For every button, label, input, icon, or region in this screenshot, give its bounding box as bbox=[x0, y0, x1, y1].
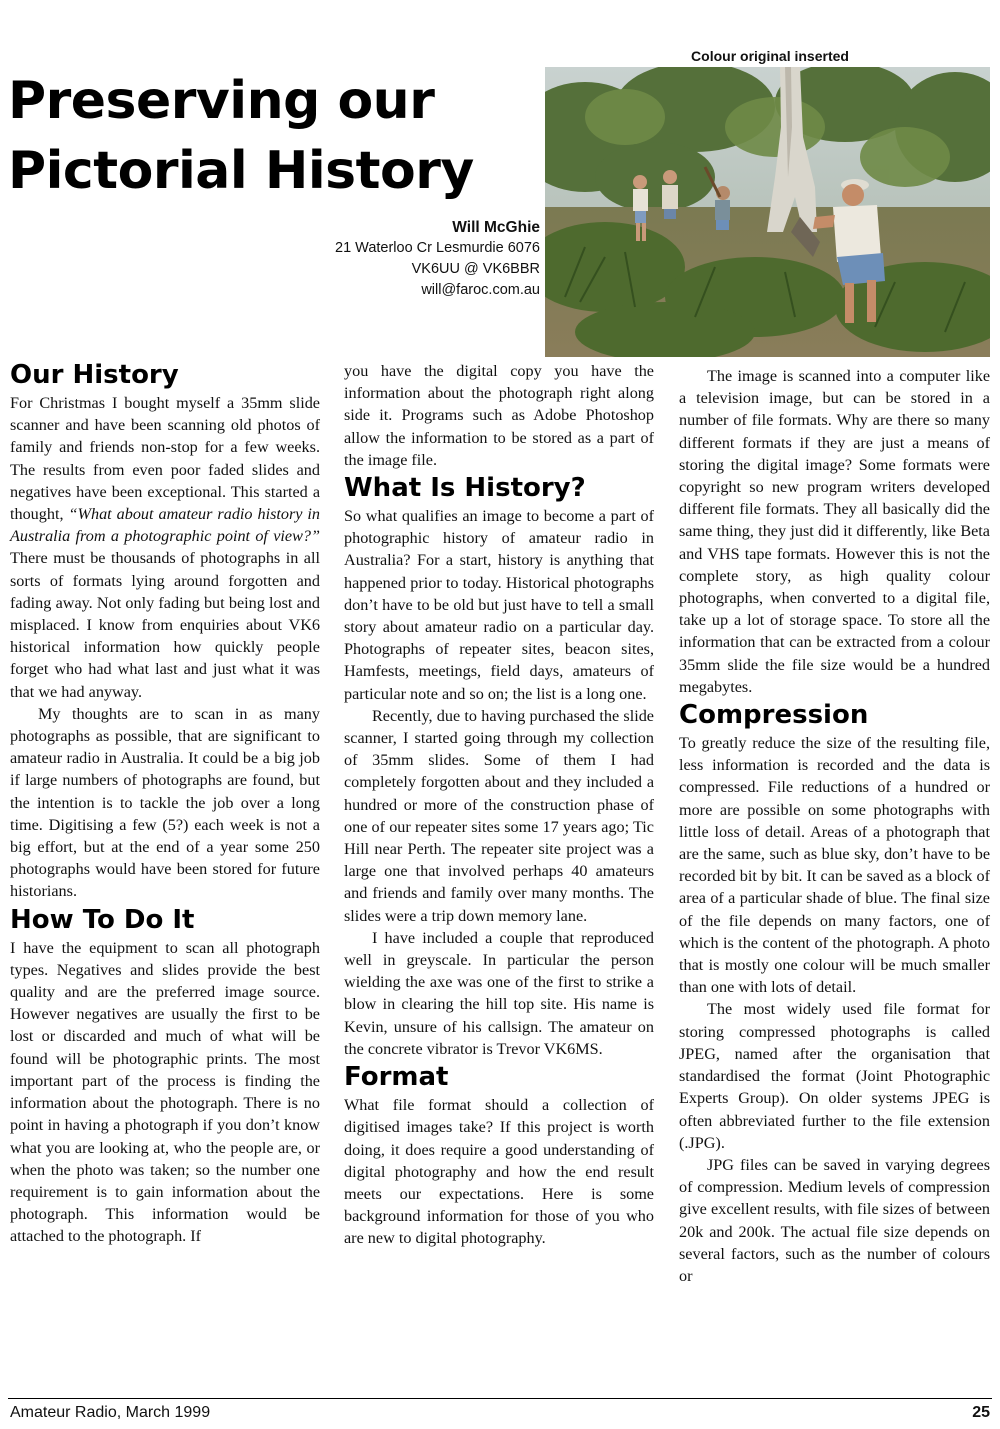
author-email: will@faroc.com.au bbox=[421, 282, 540, 298]
author-callsign: VK6UU @ VK6BBR bbox=[411, 261, 540, 277]
paragraph: you have the digital copy you have the information about the photograph right along side it. Programs such as Adobe Photoshop allow the information to be stored as a part of the image file. bbox=[344, 362, 654, 469]
paragraph: My thoughts are to scan in as many photographs as possible, that are significant to amateur radio in Australia. It could be a big job if large numbers of photographs are found, but the intention is to tackle the job over a long time. Digitising a few (5?) each week is not a big effort, but at the end of a year some 250 photographs would have been stored for future historians. bbox=[10, 704, 320, 901]
paragraph: Recently, due to having purchased the slide scanner, I started going through my collection of 35mm slides. Some of them I had completely forgotten about and they included a hundred or more of the construction phase of one of our repeater sites some 17 years ago; Tic Hill near Perth. The repeater site project was a large one that involved perhaps 40 amateurs and friends and family over many months. The slides were a trip down memory lane. bbox=[344, 706, 654, 925]
column-3 bbox=[679, 365, 990, 1287]
paragraph: What file format should a collection of digitised images take? If this project is worth doing, it does require a good understanding of digital photography and how the end result meets our expectations. Here is some background information for those of you who are new to digital photography. bbox=[344, 1096, 654, 1248]
paragraph: I have included a couple that reproduced well in greyscale. In particular the person wielding the axe was one of the first to strike a blow in clearing the hill top site. His name is Kevin, unsure of his callsign. The amateur on the concrete vibrator is Trevor VK6MS. bbox=[344, 928, 654, 1058]
column-1 bbox=[10, 360, 320, 1248]
publication-footer: Amateur Radio, March 1999 bbox=[10, 1404, 211, 1421]
column-2 bbox=[344, 360, 654, 1250]
author-name: Will McGhie bbox=[452, 219, 540, 236]
author-block bbox=[200, 217, 540, 301]
title-line-1: Preserving our bbox=[8, 71, 435, 131]
heading-our-history: Our History bbox=[10, 360, 179, 390]
page-number: 25 bbox=[972, 1404, 990, 1421]
footer-rule bbox=[8, 1398, 992, 1399]
article-title bbox=[8, 66, 528, 206]
paragraph: So what qualifies an image to become a part of photographic history of amateur radio in Australia? For a start, history is anything that happened prior to today. Historical photographs don’t have to be old but just have to tell a small story about amateur radio on a particular day. Photographs of repeater sites, beacon sites, Hamfests, meetings, field days, amateurs of particular note and so on; the list is a long one. bbox=[344, 507, 654, 703]
paragraph: The image is scanned into a computer like a television image, but can be stored in a number of file formats. Why are there so many different formats if they are just a means of storing the digital image? Some formats were copyright so new program writers developed different file formats. They all basically did the same thing, they just did it differently, like Beta and VHS tape formats. However this is not the complete story, as high quality colour photographs, when converted to a digital file, take up a lot of storage space. To store all the information that can be extracted from a colour 35mm slide the file size would be a hundred megabytes. bbox=[679, 367, 990, 696]
paragraph: The most widely used file format for storing compressed photographs is called JPEG, named after the organisation that standardised the format (Joint Photographic Experts Group). On older systems JPEG is often abbreviated further to the file extension (.JPG). bbox=[679, 1000, 990, 1152]
paragraph: JPG files can be saved in varying degrees of compression. Medium levels of compression give excellent results, with file sizes of between 20k and 200k. The actual file size depends on several factors, such as the number of colours or bbox=[679, 1155, 990, 1285]
heading-how-to-do-it: How To Do It bbox=[10, 904, 195, 935]
heading-format: Format bbox=[344, 1062, 449, 1093]
title-line-2: Pictorial History bbox=[8, 141, 474, 201]
quoted-question: “What about amateur radio history in Australia from a photographic point of view?” bbox=[10, 505, 321, 546]
paragraph: I have the equipment to scan all photograph types. Negatives and slides provide the best quality and are the preferred image source. However negatives are usually the first to be lost or discarded and much of what will be found will be photographic prints. The most important part of the process is finding the information about the photograph. There is no point in having a photograph if you don’t know what you are looking at, who the people are, or when the photo was taken; so the number one requirement is to gain information about the photograph. This information would be attached to the photograph. If bbox=[10, 938, 320, 1246]
paragraph-text: There must be thousands of photographs in all sorts of formats lying around forgotten and fading away. Not only fading but being lost and misplaced. I know from enquiries about VK6 historical information how quickly people forget who had what last and just what it was that we had anyway. bbox=[10, 549, 320, 701]
colour-note: Colour original inserted bbox=[691, 48, 849, 64]
author-address: 21 Waterloo Cr Lesmurdie 6076 bbox=[335, 240, 540, 256]
paragraph bbox=[10, 392, 320, 703]
paragraph-text: For Christmas I bought myself a 35mm slide scanner and have been scanning old photos of family and friends non-stop for a few weeks. The results from even poor faded slides and negatives have been exceptional. This started a thought, bbox=[10, 394, 320, 524]
photo-illustration bbox=[545, 67, 990, 357]
heading-compression: Compression bbox=[679, 700, 869, 731]
heading-what-is-history: What Is History? bbox=[344, 473, 586, 504]
paragraph: To greatly reduce the size of the resulting file, less information is recorded and the data is compressed. File reductions of a hundred or more are possible on some photographs with little loss of detail. Areas of a photograph that are the same, such as blue sky, don’t have to be recorded bit by bit. It can be saved as a block of area of a particular shade of blue. The final size of the file depends on many factors, one of which is the content of the photograph. A photo that is mostly one colour will be much smaller than one with lots of detail. bbox=[679, 734, 990, 997]
site-clearing-photo bbox=[545, 67, 990, 357]
